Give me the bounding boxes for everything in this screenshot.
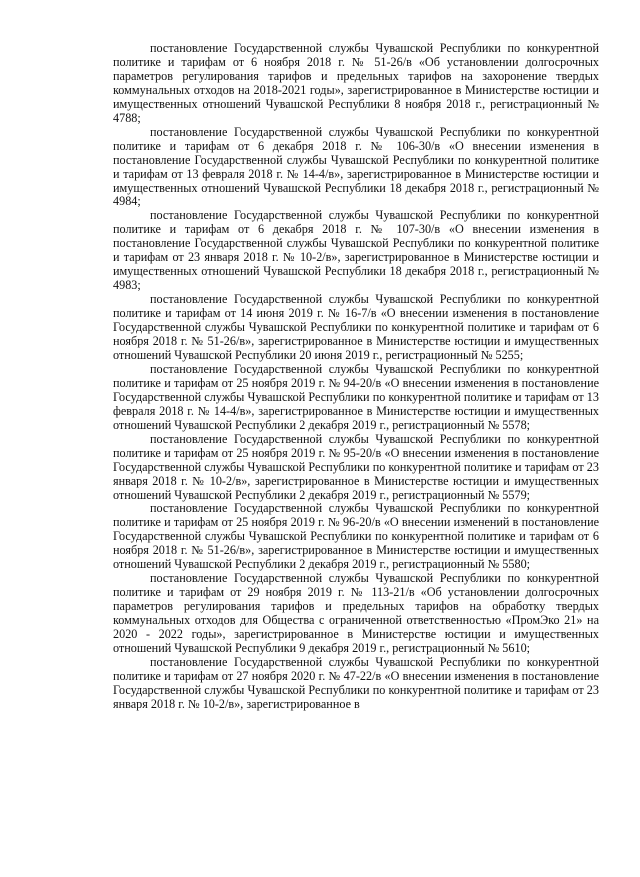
- document-paragraph: постановление Государственной службы Чувашской Республики по конкурентной политике и тарифам от 27 ноября 2020 г. № 47-22/в «О внесении изменения в постановление Государственной службы Чувашской Республики по конкурентной политике и тарифам от 23 января 2018 г. № 10-2/в», зарегистрированное в: [113, 654, 599, 711]
- document-paragraph: постановление Государственной службы Чувашской Республики по конкурентной политике и тарифам от 29 ноября 2019 г. № 113-21/в «Об установлении долгосрочных параметров регулирования тарифов и предельных тарифов на обработку твердых коммунальных отходов для Общества с ограниченной ответственностью «ПромЭко 21» на 2020 - 2022 годы», зарегистрированное в Министерстве юстиции и имущественных отношений Чувашской Республики 9 декабря 2019 г., регистрационный № 5610;: [113, 571, 599, 655]
- document-page: [113, 42, 599, 712]
- document-paragraph: постановление Государственной службы Чувашской Республики по конкурентной политике и тарифам от 6 ноября 2018 г. № 51-26/в «Об установлении долгосрочных параметров регулирования тарифов и предельных тарифов на захоронение твердых коммунальных отходов на 2018-2021 годы», зарегистрированное в Министерстве юстиции и имущественных отношений Чувашской Республики 8 ноября 2018 г., регистрационный № 4788;: [113, 41, 599, 125]
- document-paragraph: постановление Государственной службы Чувашской Республики по конкурентной политике и тарифам от 6 декабря 2018 г. № 106-30/в «О внесении изменения в постановление Государственной службы Чувашской Республики по конкурентной политике и тарифам от 13 февраля 2018 г. № 14-4/в», зарегистрированное в Министерстве юстиции и имущественных отношений Чувашской Республики 18 декабря 2018 г., регистрационный № 4984;: [113, 124, 599, 209]
- document-paragraph: постановление Государственной службы Чувашской Республики по конкурентной политике и тарифам от 25 ноября 2019 г. № 95-20/в «О внесении изменения в постановление Государственной службы Чувашской Республики по конкурентной политике и тарифам от 23 января 2018 г. № 10-2/в», зарегистрированное в Министерстве юстиции и имущественных отношений Чувашской Республики 2 декабря 2019 г., регистрационный № 5579;: [113, 431, 599, 502]
- document-paragraph: постановление Государственной службы Чувашской Республики по конкурентной политике и тарифам от 14 июня 2019 г. № 16-7/в «О внесении изменения в постановление Государственной службы Чувашской Республики по конкурентной политике и тарифам от 6 ноября 2018 г. № 51-26/в», зарегистрированное в Министерстве юстиции и имущественных отношений Чувашской Республики 20 июня 2019 г., регистрационный № 5255;: [113, 292, 599, 362]
- document-paragraph: постановление Государственной службы Чувашской Республики по конкурентной политике и тарифам от 25 ноября 2019 г. № 96-20/в «О внесении изменений в постановление Государственной службы Чувашской Республики по конкурентной политике и тарифам от 6 ноября 2018 г. № 51-26/в», зарегистрированное в Министерстве юстиции и имущественных отношений Чувашской Республики 2 декабря 2019 г., регистрационный № 5580;: [113, 501, 599, 572]
- document-paragraph: постановление Государственной службы Чувашской Республики по конкурентной политике и тарифам от 6 декабря 2018 г. № 107-30/в «О внесении изменения в постановление Государственной службы Чувашской Республики по конкурентной политике и тарифам от 23 января 2018 г. № 10-2/в», зарегистрированное в Министерстве юстиции и имущественных отношений Чувашской Республики 18 декабря 2018 г., регистрационный № 4983;: [113, 208, 599, 293]
- document-paragraph: постановление Государственной службы Чувашской Республики по конкурентной политике и тарифам от 25 ноября 2019 г. № 94-20/в «О внесении изменения в постановление Государственной службы Чувашской Республики по конкурентной политике и тарифам от 13 февраля 2018 г. № 14-4/в», зарегистрированное в Министерстве юстиции и имущественных отношений Чувашской Республики 2 декабря 2019 г., регистрационный № 5578;: [113, 361, 599, 432]
